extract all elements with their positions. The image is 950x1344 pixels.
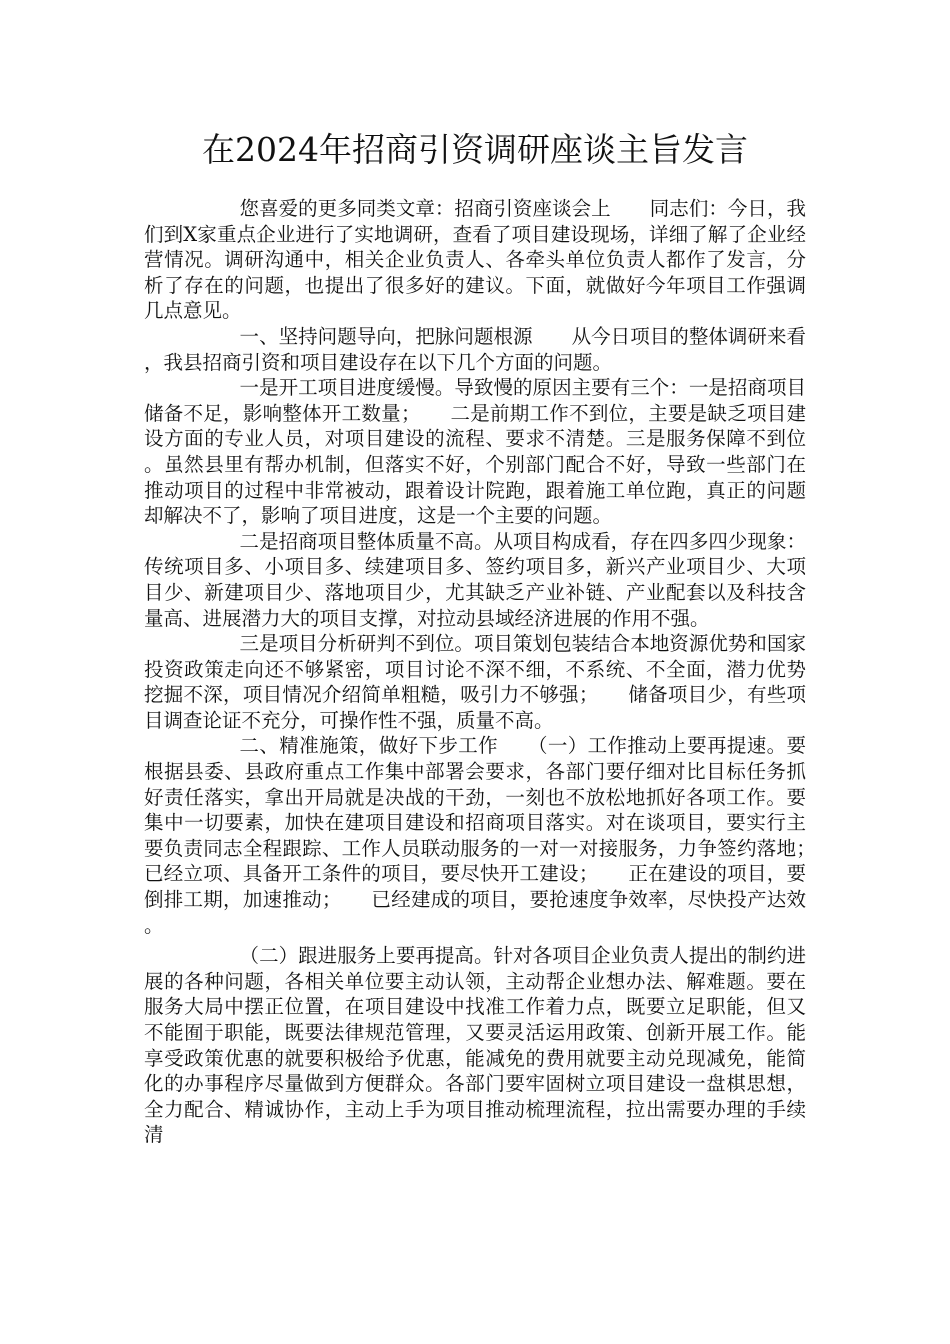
paragraph-issue-two: 二是招商项目整体质量不高。从项目构成看，存在四多四少现象：传统项目多、小项目多、续建项目多、签约项目多，新兴产业项目少、大项目少、新建项目少、落地项目少，尤其缺乏产业补链、产业配套以及科技含量高、进展潜力大的项目支撑，对拉动县域经济进展的作用不强。 xyxy=(144,529,806,630)
paragraph-section-two: 二、精准施策，做好下步工作 （一）工作推动上要再提速。要根据县委、县政府重点工作集中部署会要求，各部门要仔细对比目标任务抓好责任落实，拿出开局就是决战的干劲，一刻也不放松地抓好各项工作。要集中一切要素，加快在建项目建设和招商项目落实。对在谈项目，要实行主要负责同志全程跟踪、工作人员联动服务的一对一对接服务，力争签约落地； 已经立项、具备开工条件的项目，要尽快开工建设； 正在建设的项目，要倒排工期，加速推动； 已经建成的项目，要抢速度争效率，尽快投产达效。 xyxy=(144,734,846,937)
document-title: 在2024年招商引资调研座谈主旨发言 xyxy=(202,130,748,169)
paragraph-issue-one: 一是开工项目进度缓慢。导致慢的原因主要有三个：一是招商项目储备不足，影响整体开工数量； 二是前期工作不到位，主要是缺乏项目建设方面的专业人员，对项目建设的流程、要求不清楚。三是服务保障不到位。虽然县里有帮办机制，但落实不好，个别部门配合不好，导致一些部门在推动项目的过程中非常被动，跟着设计院跑，跟着施工单位跑，真正的问题却解决不了，影响了项目进度，这是一个主要的问题。 xyxy=(144,376,806,528)
paragraph-intro: 您喜爱的更多同类文章：招商引资座谈会上 同志们：今日，我们到X家重点企业进行了实地调研，查看了项目建设现场，详细了解了企业经营情况。调研沟通中，相关企业负责人、各牵头单位负责人都作了发言，分析了存在的问题，也提出了很多好的建议。下面，就做好今年项目工作强调几点意见。 xyxy=(144,197,806,323)
paragraph-section-one: 一、坚持问题导向，把脉问题根源 从今日项目的整体调研来看，我县招商引资和项目建设存在以下几个方面的问题。 xyxy=(144,324,806,374)
document-body xyxy=(144,196,846,1148)
paragraph-issue-three: 三是项目分析研判不到位。项目策划包装结合本地资源优势和国家投资政策走向还不够紧密，项目讨论不深不细，不系统、不全面，潜力优势挖掘不深，项目情况介绍简单粗糙，吸引力不够强； 储备项目少，有些项目调查论证不充分，可操作性不强，质量不高。 xyxy=(144,632,806,732)
paragraph-service: （二）跟进服务上要再提高。针对各项目企业负责人提出的制约进展的各种问题，各相关单位要主动认领，主动帮企业想办法、解难题。要在服务大局中摆正位置，在项目建设中找准工作着力点，既要立足职能，但又不能囿于职能，既要法律规范管理，又要灵活运用政策、创新开展工作。能享受政策优惠的就要积极给予优惠，能减免的费用就要主动兑现减免，能简化的办事程序尽量做到方便群众。各部门要牢固树立项目建设一盘棋思想，全力配合、精诚协作，主动上手为项目推动梳理流程，拉出需要办理的手续清 xyxy=(144,944,806,1147)
